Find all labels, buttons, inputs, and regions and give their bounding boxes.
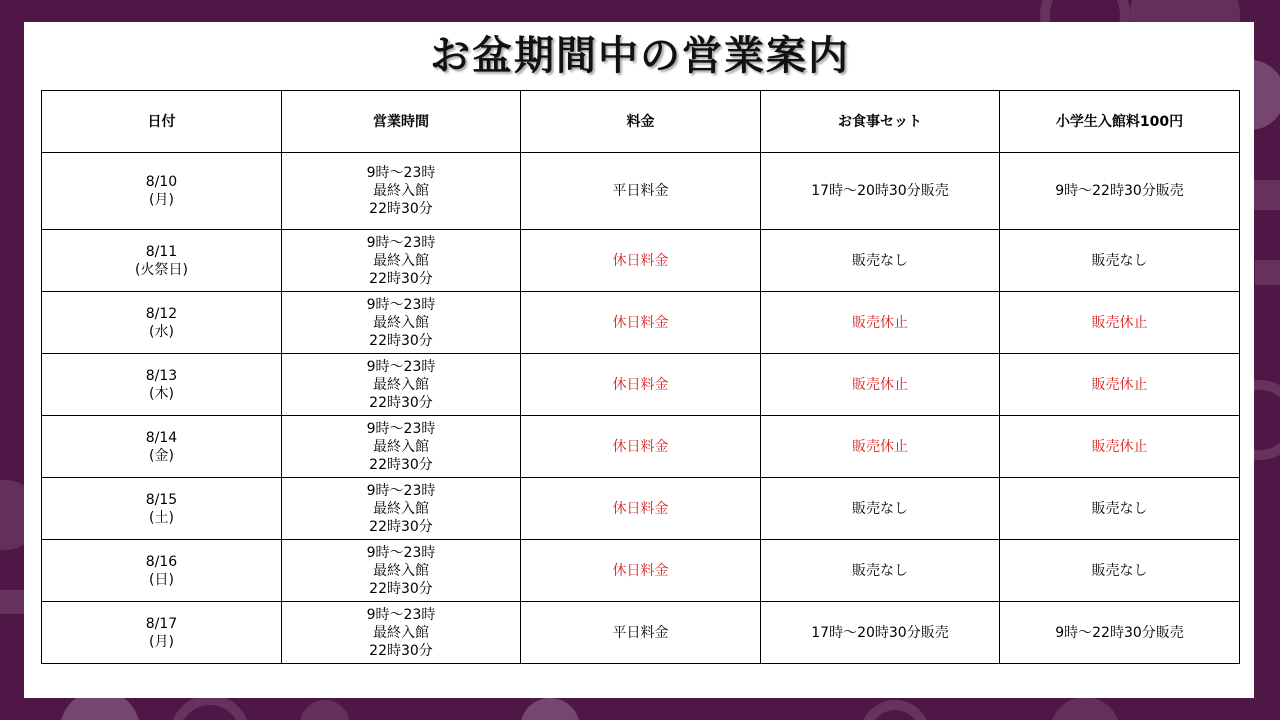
hours-line: 9時～23時 [366, 482, 436, 499]
date-value: 8/12 [145, 305, 178, 322]
day-of-week: (月) [149, 192, 174, 208]
table-header-row [42, 91, 1240, 153]
hours-cell [282, 540, 521, 602]
decorative-ring [860, 700, 930, 720]
hours-line: 9時～23時 [366, 234, 436, 251]
day-of-week: (木) [149, 385, 174, 402]
table-row [42, 354, 1240, 416]
table-row [42, 540, 1240, 602]
table-row [42, 153, 1240, 230]
meal-set-cell: 17時～20時30分販売 [761, 602, 1000, 664]
decorative-square [1250, 180, 1280, 210]
table-row [42, 416, 1240, 478]
hours-line: 最終入館 [373, 562, 429, 579]
hours-line: 最終入館 [373, 438, 429, 455]
hours-line: 9時～23時 [366, 358, 436, 375]
hours-line: 22時30分 [369, 642, 433, 659]
decorative-circle [520, 698, 580, 720]
meal-set-cell: 販売休止 [761, 416, 1000, 478]
hours-line: 22時30分 [369, 332, 433, 349]
child-admission-cell: 販売なし [1000, 478, 1240, 540]
hours-line: 22時30分 [369, 270, 433, 287]
meal-set-cell: 販売なし [761, 230, 1000, 292]
child-admission-cell: 販売休止 [1000, 416, 1240, 478]
meal-set-cell: 17時～20時30分販売 [761, 153, 1000, 230]
day-of-week: (月) [149, 633, 174, 650]
page-title: お盆期間中の営業案内 [430, 33, 850, 79]
child-admission-cell: 販売なし [1000, 540, 1240, 602]
fee-cell: 休日料金 [521, 292, 761, 354]
date-value: 8/15 [145, 491, 178, 508]
fee-cell: 休日料金 [521, 478, 761, 540]
hours-line: 9時～23時 [366, 606, 436, 623]
table-row [42, 230, 1240, 292]
date-cell [42, 478, 282, 540]
hours-line: 最終入館 [373, 500, 429, 517]
hours-cell [282, 478, 521, 540]
child-admission-cell: 9時～22時30分販売 [1000, 153, 1240, 230]
hours-cell [282, 354, 521, 416]
hours-cell [282, 416, 521, 478]
day-of-week: (水) [149, 323, 174, 340]
child-admission-cell: 9時～22時30分販売 [1000, 602, 1240, 664]
child-admission-cell: 販売休止 [1000, 354, 1240, 416]
meal-set-cell: 販売休止 [761, 292, 1000, 354]
header-meal-set: お食事セット [761, 91, 1000, 153]
hours-cell [282, 292, 521, 354]
hours-cell [282, 153, 521, 230]
hours-line: 22時30分 [369, 394, 433, 411]
hours-line: 最終入館 [373, 624, 429, 641]
child-admission-cell: 販売なし [1000, 230, 1240, 292]
decorative-square [1255, 260, 1280, 285]
date-value: 8/14 [145, 429, 178, 446]
hours-line: 22時30分 [369, 580, 433, 597]
date-cell [42, 540, 282, 602]
hours-line: 22時30分 [369, 456, 433, 473]
hours-cell [282, 602, 521, 664]
header-date: 日付 [42, 91, 282, 153]
hours-line: 最終入館 [373, 252, 429, 269]
meal-set-cell: 販売なし [761, 478, 1000, 540]
hours-line: 最終入館 [373, 314, 429, 331]
date-cell [42, 153, 282, 230]
day-of-week: (火祭日) [135, 261, 188, 278]
date-value: 8/11 [145, 243, 178, 260]
hours-line: 22時30分 [369, 518, 433, 535]
decorative-circle [300, 700, 350, 720]
day-of-week: (日) [149, 571, 174, 588]
date-value: 8/16 [145, 553, 178, 570]
meal-set-cell: 販売休止 [761, 354, 1000, 416]
decorative-ring [170, 695, 250, 720]
hours-cell [282, 230, 521, 292]
hours-line: 22時30分 [369, 201, 433, 217]
header-child-admission: 小学生入館料100円 [1000, 91, 1240, 153]
date-value: 8/13 [145, 367, 178, 384]
table-row [42, 602, 1240, 664]
hours-line: 最終入館 [373, 376, 429, 393]
table-body [42, 153, 1240, 664]
fee-cell: 平日料金 [521, 153, 761, 230]
header-hours: 営業時間 [282, 91, 521, 153]
fee-cell: 休日料金 [521, 416, 761, 478]
fee-cell: 休日料金 [521, 354, 761, 416]
day-of-week: (土) [149, 509, 174, 526]
date-cell [42, 354, 282, 416]
date-value: 8/10 [145, 174, 178, 190]
decorative-square [0, 590, 24, 614]
date-cell [42, 602, 282, 664]
hours-line: 9時～23時 [366, 420, 436, 437]
hours-line: 9時～23時 [366, 544, 436, 561]
fee-cell: 休日料金 [521, 540, 761, 602]
table-row [42, 478, 1240, 540]
hours-line: 9時～23時 [366, 165, 436, 181]
table-row [42, 292, 1240, 354]
fee-cell: 平日料金 [521, 602, 761, 664]
decorative-circle [1050, 697, 1120, 720]
date-cell [42, 292, 282, 354]
header-fee: 料金 [521, 91, 761, 153]
hours-line: 9時～23時 [366, 296, 436, 313]
fee-cell: 休日料金 [521, 230, 761, 292]
date-cell [42, 230, 282, 292]
hours-line: 最終入館 [373, 183, 429, 199]
date-value: 8/17 [145, 615, 178, 632]
date-cell [42, 416, 282, 478]
child-admission-cell: 販売休止 [1000, 292, 1240, 354]
schedule-table [41, 90, 1240, 664]
meal-set-cell: 販売なし [761, 540, 1000, 602]
day-of-week: (金) [149, 447, 174, 464]
